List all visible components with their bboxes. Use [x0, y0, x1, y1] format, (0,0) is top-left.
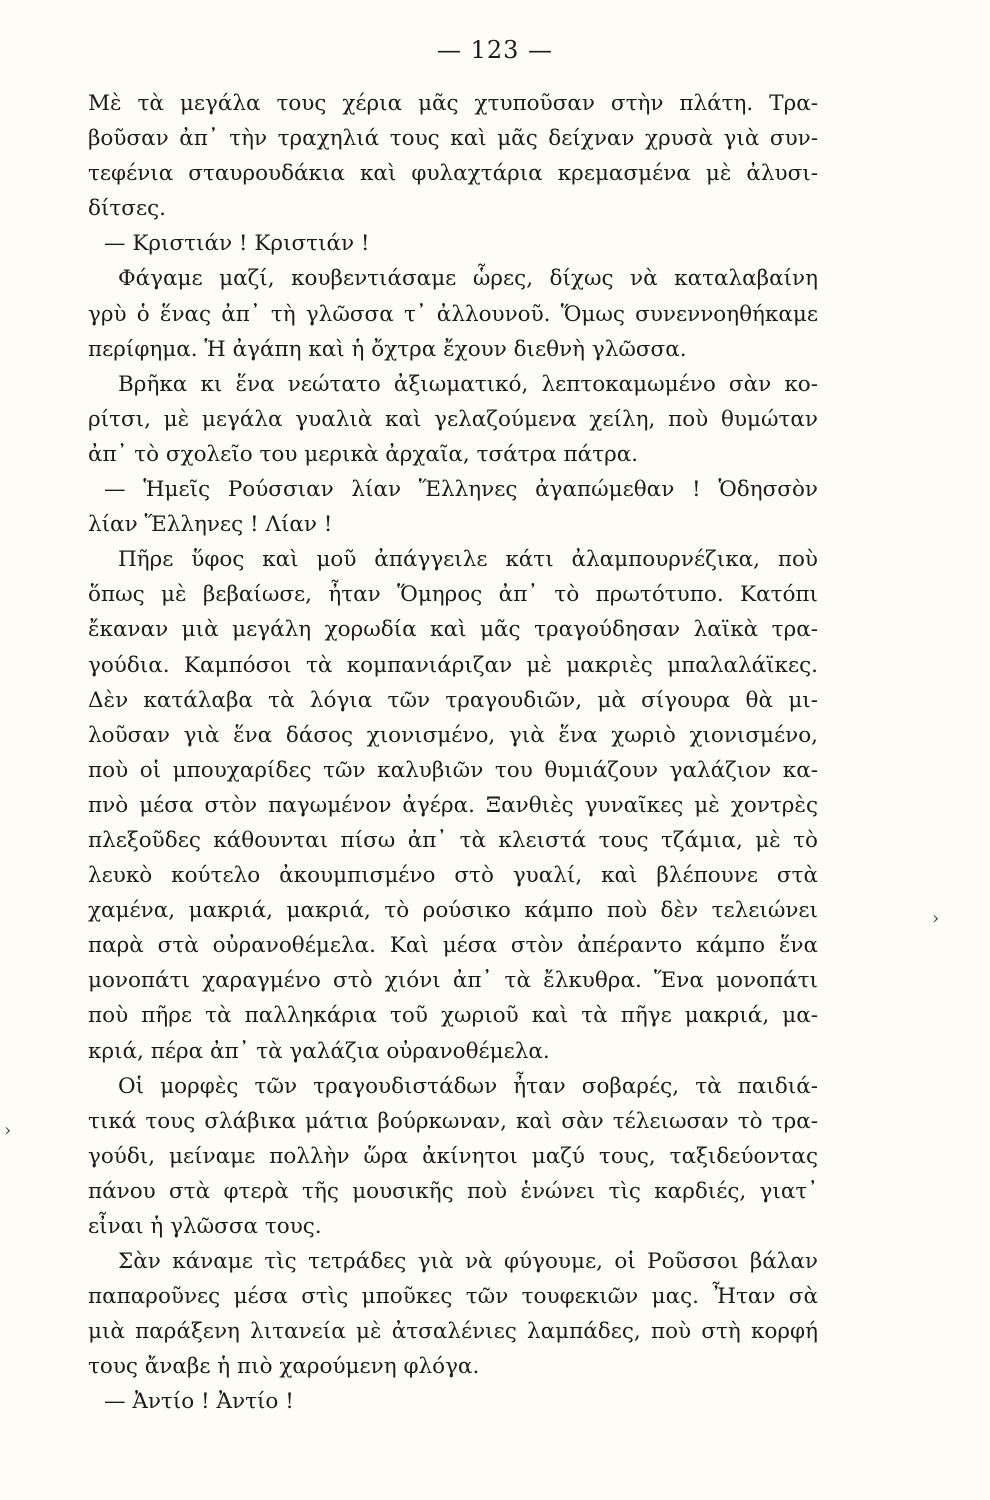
margin-mark-right: › [932, 908, 940, 929]
text-line: Δὲν κατάλαβα τὰ λόγια τῶν τραγουδιῶν, μὰ σίγουρα θὰ μι- [88, 687, 818, 713]
text-line: βοῦσαν ἀπ᾽ τὴν τραχηλιά τους καὶ μᾶς δείχναν χρυσὰ γιὰ συν- [88, 126, 818, 152]
text-line: χαμένα, μακριά, μακριά, τὸ ρούσικο κάμπο ποὺ δὲν τελειώνει [88, 898, 818, 924]
text-line: ρίτσι, μὲ μεγάλα γυαλιὰ καὶ γελαζούμενα χείλη, ποὺ θυμώταν [88, 406, 818, 432]
text-line: Οἱ μορφὲς τῶν τραγουδιστάδων ἦταν σοβαρές, τὰ παιδιά- [118, 1073, 818, 1099]
text-line: — Ἀντίο ! Ἀντίο ! [104, 1389, 294, 1415]
text-line: ποὺ οἱ μπουχαρίδες τῶν καλυβιῶν του θυμιάζουν γαλάζιον κα- [88, 757, 818, 783]
text-line: δίτσες. [88, 196, 166, 222]
text-line: ἔκαναν μιὰ μεγάλη χορωδία καὶ μᾶς τραγούδησαν λαϊκὰ τρα- [88, 617, 818, 643]
text-line: Φάγαμε μαζί, κουβεντιάσαμε ὧρες, δίχως νὰ καταλαβαίνη [118, 266, 818, 292]
text-line: μιὰ παράξενη λιτανεία μὲ ἀτσαλένιες λαμπάδες, ποὺ στὴ κορφή [88, 1319, 818, 1345]
text-line: πνὸ μέσα στὸν παγωμένον ἀγέρα. Ξανθιὲς γυναῖκες μὲ χοντρὲς [88, 792, 818, 818]
text-line: — Ἡμεῖς Ρούσσιαν λίαν Ἕλληνες ἀγαπώμεθαν ! Ὁδησσὸν [104, 477, 818, 503]
text-line: πλεξοῦδες κάθουνται πίσω ἀπ᾽ τὰ κλειστά τους τζάμια, μὲ τὸ [88, 827, 818, 853]
text-line: ἀπ᾽ τὸ σχολεῖο του μερικὰ ἀρχαῖα, τσάτρα πάτρα. [88, 441, 639, 467]
body-text [88, 86, 818, 1420]
text-line: τεφένια σταυρουδάκια καὶ φυλαχτάρια κρεμασμένα μὲ ἀλυσι- [88, 161, 818, 187]
text-line: γούδι, μείναμε πολλὴν ὥρα ἀκίνητοι μαζύ τους, ταξιδεύοντας [88, 1143, 818, 1169]
page-number: — 123 — [436, 36, 554, 64]
text-line: Βρῆκα κι ἕνα νεώτατο ἀξιωματικό, λεπτοκαμωμένο σὰν κο- [118, 371, 818, 397]
text-line: τους ἄναβε ἡ πιὸ χαρούμενη φλόγα. [88, 1354, 480, 1380]
text-line: Πῆρε ὕφος καὶ μοῦ ἀπάγγειλε κάτι ἀλαμπουρνέζικα, ποὺ [118, 547, 818, 573]
text-line: κριά, πέρα ἀπ᾽ τὰ γαλάζια οὐρανοθέμελα. [88, 1038, 550, 1064]
text-line: λοῦσαν γιὰ ἕνα δάσος χιονισμένο, γιὰ ἕνα χωριὸ χιονισμένο, [88, 722, 818, 748]
text-line: παπαροῦνες μέσα στὶς μποῦκες τῶν τουφεκιῶν μας. Ἦταν σὰ [88, 1284, 818, 1310]
text-line: Σὰν κάναμε τὶς τετράδες γιὰ νὰ φύγουμε, οἱ Ροῦσσοι βάλαν [118, 1249, 818, 1275]
text-line: μονοπάτι χαραγμένο στὸ χιόνι ἀπ᾽ τὰ ἔλκυθρα. Ἕνα μονοπάτι [88, 968, 818, 994]
text-line: εἶναι ἡ γλῶσσα τους. [88, 1214, 322, 1239]
text-line: γρὺ ὁ ἕνας ἀπ᾽ τὴ γλῶσσα τ᾽ ἀλλουνοῦ. Ὅμως συνεννοηθήκαμε [88, 301, 818, 327]
text-line: ποὺ πῆρε τὰ παλληκάρια τοῦ χωριοῦ καὶ τὰ πῆγε μακριά, μα- [88, 1003, 818, 1029]
text-line: πάνου στὰ φτερὰ τῆς μουσικῆς ποὺ ἑνώνει τὶς καρδιές, γιατ᾽ [88, 1178, 818, 1204]
text-line: ὅπως μὲ βεβαίωσε, ἦταν Ὅμηρος ἀπ᾽ τὸ πρωτότυπο. Κατόπι [88, 582, 818, 608]
text-line: λίαν Ἕλληνες ! Λίαν ! [88, 512, 333, 538]
text-line: παρὰ στὰ οὐρανοθέμελα. Καὶ μέσα στὸν ἀπέραντο κάμπο ἕνα [88, 933, 818, 959]
text-line: — Κριστιάν ! Κριστιάν ! [104, 231, 370, 257]
margin-mark-left: › [4, 1120, 12, 1141]
text-line: λευκὸ κούτελο ἀκουμπισμένο στὸ γυαλί, καὶ βλέπουνε στὰ [88, 863, 818, 889]
text-line: τικά τους σλάβικα μάτια βούρκωναν, καὶ σὰν τέλειωσαν τὸ τρα- [88, 1108, 818, 1134]
text-line: γούδια. Καμπόσοι τὰ κομπανιάριζαν μὲ μακριὲς μπαλαλάϊκες. [88, 652, 818, 678]
text-line: περίφημα. Ἡ ἀγάπη καὶ ἡ ὄχτρα ἔχουν διεθνὴ γλῶσσα. [88, 336, 687, 362]
text-line: Μὲ τὰ μεγάλα τους χέρια μᾶς χτυποῦσαν στὴν πλάτη. Τρα- [88, 91, 818, 116]
